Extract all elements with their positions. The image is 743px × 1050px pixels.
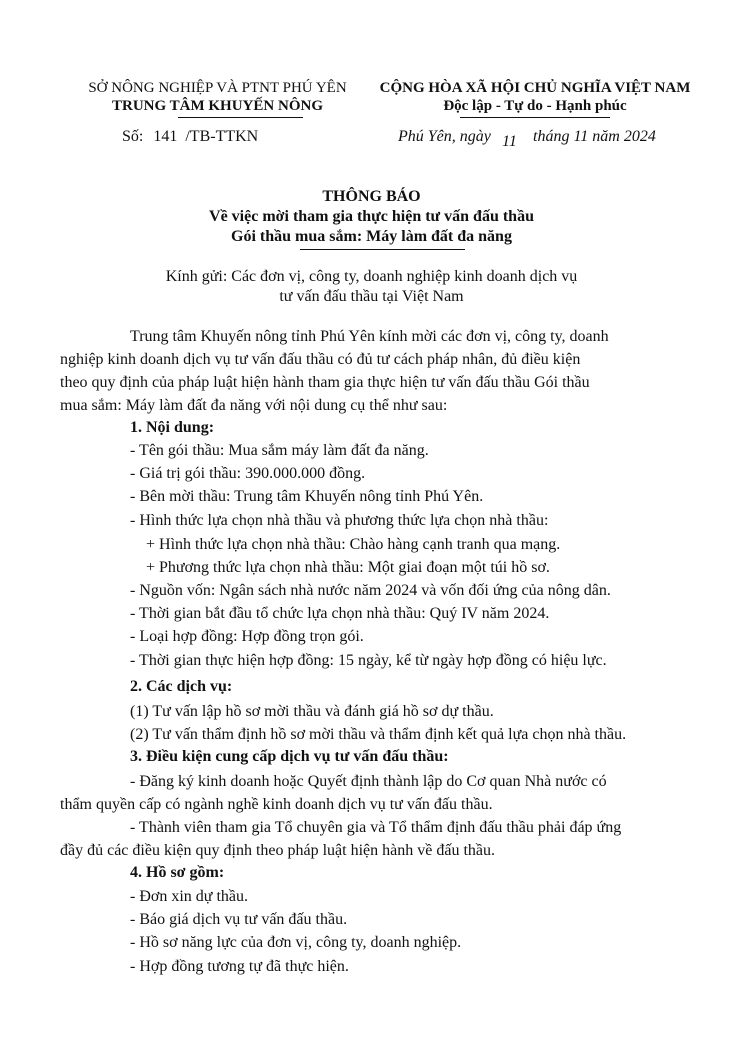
section1-item: - Bên mời thầu: Trung tâm Khuyến nông tỉnh Phú Yên. [130,488,484,505]
section3-heading: 3. Điều kiện cung cấp dịch vụ tư vấn đấu thầu: [130,748,449,765]
section1-item: - Loại hợp đồng: Hợp đồng trọn gói. [130,628,364,645]
intro-line-3: theo quy định của pháp luật hiện hành tham gia thực hiện tư vấn đấu thầu Gói thầu [60,374,590,391]
notice-subject-line1: Về việc mời tham gia thực hiện tư vấn đấu thầu [209,208,534,225]
date-day: 11 [502,133,517,150]
intro-line-2: nghiệp kinh doanh dịch vụ tư vấn đấu thầu có đủ tư cách pháp nhân, đủ điều kiện [60,351,581,368]
recipient-line1: Kính gửi: Các đơn vị, công ty, doanh nghiệp kinh doanh dịch vụ [165,268,578,285]
nation-name: CỘNG HÒA XÃ HỘI CHỦ NGHĨA VIỆT NAM [379,80,691,96]
org-underline [178,117,303,118]
national-motto: Độc lập - Tự do - Hạnh phúc [443,98,627,114]
intro-line-1: Trung tâm Khuyến nông tỉnh Phú Yên kính mời các đơn vị, công ty, doanh [130,328,609,345]
doc-number [122,128,258,146]
title-underline [300,249,465,250]
section3-para2-line2: đầy đủ các điều kiện quy định theo pháp luật hiện hành về đấu thầu. [60,842,495,859]
doc-number-suffix: /TB-TTKN [185,128,259,145]
section2-heading: 2. Các dịch vụ: [130,678,233,695]
section1-heading: 1. Nội dung: [130,419,215,436]
section4-heading: 4. Hồ sơ gồm: [130,864,225,881]
section1-item: - Tên gói thầu: Mua sắm máy làm đất đa năng. [130,442,429,459]
section1-item: - Thời gian bắt đầu tổ chức lựa chọn nhà thầu: Quý IV năm 2024. [130,605,550,622]
section3-para2-line1: - Thành viên tham gia Tổ chuyên gia và Tổ thẩm định đấu thầu phải đáp ứng [130,819,622,836]
section1-subitem: + Phương thức lựa chọn nhà thầu: Một giai đoạn một túi hồ sơ. [146,559,550,576]
section4-item: - Báo giá dịch vụ tư vấn đấu thầu. [130,911,348,928]
section1-item: - Hình thức lựa chọn nhà thầu và phương thức lựa chọn nhà thầu: [130,512,549,529]
agency-name: SỞ NÔNG NGHIỆP VÀ PTNT PHÚ YÊN [88,80,347,96]
section2-item: (2) Tư vấn thẩm định hồ sơ mời thầu và thẩm định kết quả lựa chọn nhà thầu. [130,726,627,743]
motto-underline [460,117,610,118]
doc-number-label: Số: [122,128,144,145]
section1-item: - Thời gian thực hiện hợp đồng: 15 ngày, kể từ ngày hợp đồng có hiệu lực. [130,652,607,669]
org-name: TRUNG TÂM KHUYẾN NÔNG [112,98,323,114]
date-prefix: Phú Yên, ngày [398,128,491,145]
recipient-line2: tư vấn đấu thầu tại Việt Nam [279,288,464,305]
doc-number-value: 141 [153,128,178,145]
section1-item: - Giá trị gói thầu: 390.000.000 đồng. [130,465,366,482]
notice-subject-line2: Gói thầu mua sắm: Máy làm đất đa năng [231,228,512,245]
section4-item: - Đơn xin dự thầu. [130,888,249,905]
intro-line-4: mua sắm: Máy làm đất đa năng với nội dung cụ thể như sau: [60,397,448,414]
section2-item: (1) Tư vấn lập hồ sơ mời thầu và đánh giá hồ sơ dự thầu. [130,703,494,720]
section4-item: - Hợp đồng tương tự đã thực hiện. [130,958,349,975]
section3-para1-line1: - Đăng ký kinh doanh hoặc Quyết định thành lập do Cơ quan Nhà nước có [130,773,607,790]
section1-subitem: + Hình thức lựa chọn nhà thầu: Chào hàng cạnh tranh qua mạng. [146,536,561,553]
section4-item: - Hồ sơ năng lực của đơn vị, công ty, doanh nghiệp. [130,934,462,951]
notice-heading: THÔNG BÁO [322,188,421,205]
section1-item: - Nguồn vốn: Ngân sách nhà nước năm 2024 và vốn đối ứng của nông dân. [130,582,611,599]
section3-para1-line2: thẩm quyền cấp có ngành nghề kinh doanh dịch vụ tư vấn đấu thầu. [60,796,493,813]
date-suffix: tháng 11 năm 2024 [533,128,656,145]
